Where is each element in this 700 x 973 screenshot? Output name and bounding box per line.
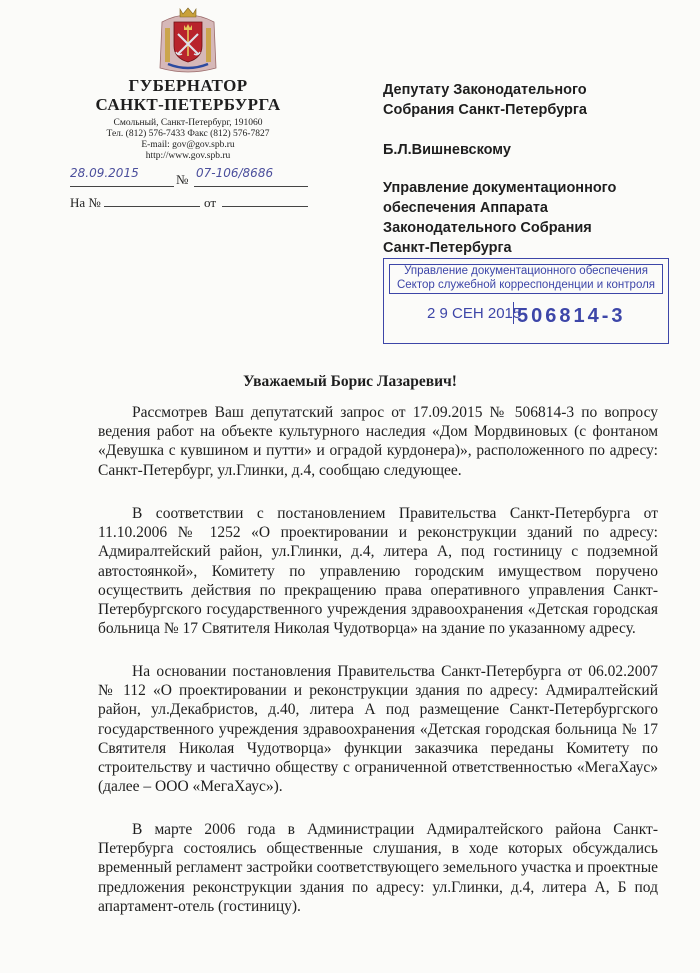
letterhead-address: Смольный, Санкт-Петербург, 191060	[113, 118, 263, 128]
letterhead-phone-fax: Тел. (812) 576-7433 Факс (812) 576-7827	[106, 129, 270, 139]
paragraph-1: Рассмотрев Ваш депутатский запрос от 17.09.2015 № 506814-3 по вопросу ведения работ на объекте культурного наследия «Дом Мордвиновых (с фонтаном «Девушка с кувшином и путти» и оградой курдонера)», расположенного по адресу: Санкт-Петербург, ул.Глинки, д.4, сообщаю следующее.	[98, 404, 658, 479]
from-label: от	[204, 195, 217, 210]
addressee-line2: Собрания Санкт-Петербурга	[383, 102, 587, 118]
stamp-line1: Управление документационного обеспечения	[404, 265, 648, 277]
reply-to-number-line	[104, 206, 200, 207]
stamp-number: 506814-3	[517, 305, 626, 327]
paragraph-3: На основании постановления Правительства Санкт-Петербурга от 06.02.2007 № 112 «О проектировании и реконструкции здания по адресу: Адмиралтейский район, ул.Декабристов, д.40, литера А под размещение Санкт-Петербургского государственного учреждения здравоохранения «Детская городская больница № 17 Святителя Николая Чудотворца» функции заказчика переданы Комитету по строительству и частично обществу с ограниченной ответственностью «МегаХаус» (далее – ООО «МегаХаус»).	[98, 663, 658, 796]
coat-of-arms-emblem	[156, 6, 220, 76]
addressee-line1: Депутату Законодательного	[383, 82, 587, 98]
addressee-name: Б.Л.Вишневскому	[383, 142, 511, 158]
addressee-dept-line2: обеспечения Аппарата	[383, 200, 548, 216]
registration-stamp	[383, 258, 669, 344]
letterhead-title-line1: ГУБЕРНАТОР	[128, 76, 248, 95]
salutation: Уважаемый Борис Лазаревич!	[243, 373, 457, 390]
date-field	[70, 166, 174, 187]
stamp-line2: Сектор служебной корреспонденции и контроля	[396, 279, 656, 291]
letterhead-email: E-mail: gov@gov.spb.ru	[141, 140, 235, 150]
addressee-dept-line1: Управление документационного	[383, 180, 617, 196]
addressee-dept-line4: Санкт-Петербурга	[383, 240, 512, 256]
letterhead-website: http://www.gov.spb.ru	[145, 151, 231, 161]
letterhead-title-line2: САНКТ-ПЕТЕРБУРГА	[95, 95, 281, 114]
reply-to-date-line	[222, 206, 308, 207]
reply-to-label: На №	[70, 195, 101, 210]
number-field	[194, 166, 308, 187]
number-label: №	[176, 172, 189, 187]
stamp-date: 2 9 СЕН 2015	[427, 305, 522, 322]
addressee-dept-line3: Законодательного Собрания	[383, 220, 592, 236]
date-handwritten: 28.09.2015	[70, 166, 139, 180]
paragraph-4: В марте 2006 года в Администрации Адмиралтейского района Санкт-Петербурга состоялись общественные слушания, в ходе которых обсуждались временный регламент застройки соответствующего земельного участка и проектные предложения реконструкции здания по адресу: ул.Глинки, д.4, литера А, Б под апартамент-отель (гостиницу).	[98, 821, 658, 915]
paragraph-2: В соответствии с постановлением Правительства Санкт-Петербурга от 11.10.2006 № 1252 «О проектировании и реконструкции зданий по адресу: Адмиралтейский район, ул.Глинки, д.4, литера А, под гостиницу с подземной автостоянкой», Комитету по управлению городским имуществом поручено осуществить действия по прекращению права оперативного управления Санкт-Петербургского государственного учреждения здравоохранения «Детская городская больница № 17 Святителя Николая Чудотворца» на здание по указанному адресу.	[98, 505, 658, 638]
number-handwritten: 07-106/8686	[196, 166, 274, 180]
